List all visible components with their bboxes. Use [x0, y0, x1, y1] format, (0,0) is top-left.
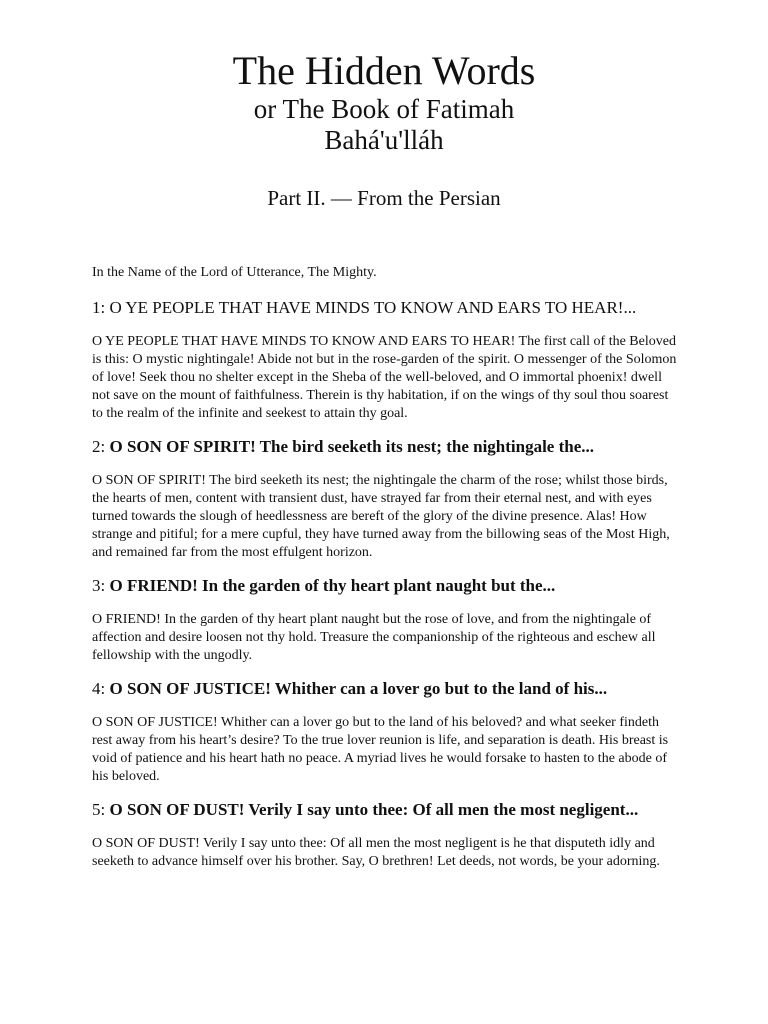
- section-heading-text: O FRIEND! In the garden of thy heart plant naught but the...: [109, 576, 556, 595]
- title-block: [0, 48, 768, 156]
- section-text: O YE PEOPLE THAT HAVE MINDS TO KNOW AND EARS TO HEAR! The first call of the Beloved is this: O mystic nightingale! Abide not but in the rose-garden of the spirit. O messenger of the Solomon of love! Seek thou no shelter except in the Sheba of the well-beloved, and O immortal phoenix! dwell not save on the mount of faithfulness. Therein is thy habitation, if on the wings of thy soul thou soarest to the realm of the infinite and seekest to attain thy goal.: [92, 334, 677, 421]
- section-number: 4:: [92, 679, 106, 698]
- section-heading: [92, 575, 682, 597]
- section-number: 5:: [92, 800, 106, 819]
- section-text: O FRIEND! In the garden of thy heart plant naught but the rose of love, and from the nightingale of affection and desire loosen not thy hold. Treasure the companionship of the righteous and eschew all fellowship with the ungodly.: [92, 612, 656, 663]
- document-author: Bahá'u'lláh: [324, 125, 444, 155]
- section-number: 1:: [92, 298, 106, 317]
- section-heading: [92, 297, 682, 319]
- section-4: [92, 678, 682, 786]
- section-heading-text: O SON OF DUST! Verily I say unto thee: Of all men the most negligent...: [109, 800, 639, 819]
- intro-text: In the Name of the Lord of Utterance, The Mighty.: [92, 265, 377, 280]
- document-subtitle: or The Book of Fatimah: [253, 94, 515, 124]
- section-text: O SON OF JUSTICE! Whither can a lover go but to the land of his beloved? and what seeker findeth rest away from his heart’s desire? To the true lover reunion is life, and separation is death. His breast is void of patience and his heart hath no peace. A myriad lives he would forsake to hasten to the abode of his beloved.: [92, 715, 669, 784]
- section-heading-text: O YE PEOPLE THAT HAVE MINDS TO KNOW AND EARS TO HEAR!...: [109, 298, 637, 317]
- section-number: 3:: [92, 576, 106, 595]
- section-5: [92, 799, 682, 871]
- document-body: [92, 264, 682, 884]
- section-2: [92, 436, 682, 562]
- part-heading: Part II. — From the Persian: [267, 186, 501, 210]
- section-heading: [92, 799, 682, 821]
- section-3: [92, 575, 682, 665]
- section-number: 2:: [92, 437, 106, 456]
- section-heading: [92, 436, 682, 458]
- section-heading-text: O SON OF JUSTICE! Whither can a lover go but to the land of his...: [109, 679, 608, 698]
- section-1: [92, 297, 682, 423]
- section-heading: [92, 678, 682, 700]
- section-text: O SON OF DUST! Verily I say unto thee: Of all men the most negligent is he that disputeth idly and seeketh to advance himself over his brother. Say, O brethren! Let deeds, not words, be your adorning.: [92, 836, 660, 869]
- section-heading-text: O SON OF SPIRIT! The bird seeketh its nest; the nightingale the...: [109, 437, 595, 456]
- section-text: O SON OF SPIRIT! The bird seeketh its nest; the nightingale the charm of the rose; whilst those birds, the hearts of men, content with transient dust, have strayed far from their eternal nest, and with eyes turned towards the slough of heedlessness are bereft of the glory of the divine presence. Alas! How strange and pitiful; for a mere cupful, they have turned away from the billowing seas of the Most High, and remained far from the most effulgent horizon.: [92, 473, 670, 560]
- document-title: The Hidden Words: [232, 48, 536, 93]
